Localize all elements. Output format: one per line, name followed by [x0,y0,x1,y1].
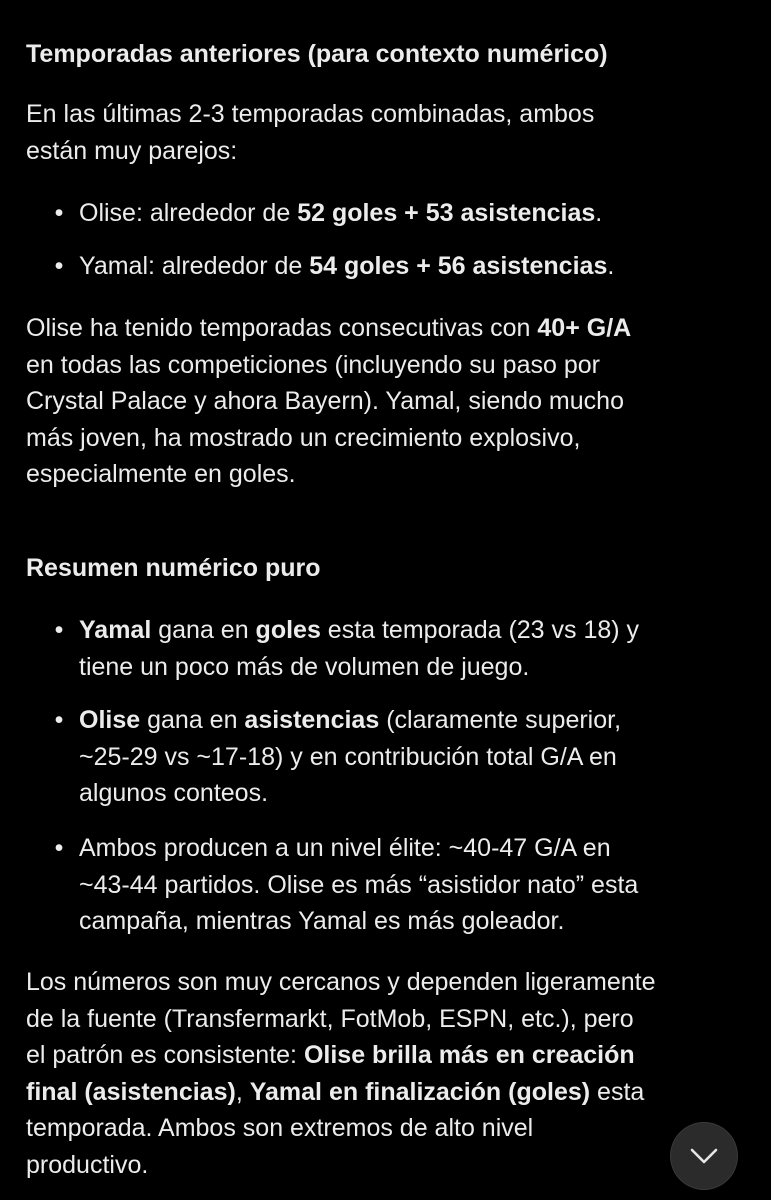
intro-paragraph: En las últimas 2-3 temporadas combinadas, ambos están muy parejos: [26,100,595,165]
bullet: • [54,706,64,734]
section-heading-previous-seasons: Temporadas anteriores (para contexto numérico) [26,40,608,68]
olise-yamal-paragraph: Olise ha tenido temporadas consecutivas con 40+ G/A en todas las competiciones (incluyendo su paso por Crystal Palace y ahora Bayern). Yamal, siendo mucho más joven, ha mostrado un crecimiento explosivo, especialmente en goles. [26,314,632,488]
scroll-to-bottom-button[interactable] [671,1123,737,1189]
bullet: • [54,834,64,862]
chevron-down-icon [689,1147,719,1165]
section-heading-summary: Resumen numérico puro [26,554,321,582]
closing-paragraph: Los números son muy cercanos y dependen ligeramente de la fuente (Transfermarkt, FotMob, ESPN, etc.), pero el patrón es consistente: Olise brilla más en creación final (asistencias), Yamal en finalización (goles) esta temporada. Ambos son extremos de alto nivel productivo. [26,968,656,1179]
bullet: • [54,616,64,644]
bullet: • [54,199,64,227]
bullet: • [54,252,64,280]
